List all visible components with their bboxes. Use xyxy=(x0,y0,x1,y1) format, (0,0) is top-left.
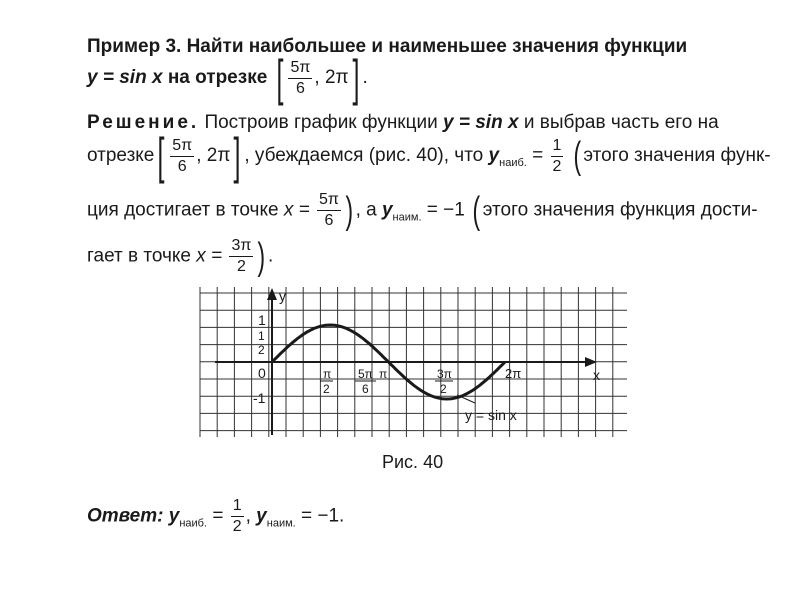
example-on-segment: на отрезке xyxy=(167,67,268,89)
y-half-den: 2 xyxy=(258,343,265,357)
example-line-2: y = sin x на отрезке [ $\frac{5\pi}{6}$ , 2π] . xyxy=(87,50,368,106)
solution-text8: гает в точке xyxy=(87,245,191,267)
solution-otrezke: отрезке xyxy=(87,145,155,167)
x-2pi-label: 2π xyxy=(505,366,522,381)
max-frac: $\frac{1}{2}$ xyxy=(552,136,562,175)
figure-caption: Рис. 40 xyxy=(382,452,444,472)
solution-text4: этого значения функ- xyxy=(583,145,771,167)
solution-text2: и выбрав часть его на xyxy=(523,112,719,133)
solution-func: y = sin x xyxy=(443,112,519,133)
example-func: y = sin x xyxy=(87,67,163,89)
solution-label: Решение. xyxy=(87,112,200,133)
x-3pi2-num: 3π xyxy=(437,367,452,381)
x-axis-label: x xyxy=(593,367,600,383)
x-pi2-den: 2 xyxy=(323,382,330,396)
y-tick-neg1: -1 xyxy=(253,390,266,406)
answer-line: Ответ: $y_{наиб.}$ = $\frac{1}{2}$ , $y_{наим.} = -1$. xyxy=(87,497,345,535)
x-3pi2-den: 2 xyxy=(440,382,447,396)
answer-frac: $\frac{1}{2}$ xyxy=(232,497,242,535)
bracket-right: ] xyxy=(352,50,360,106)
point2-frac: $\frac{3\pi}{2}$ xyxy=(231,237,252,275)
curve-label: y = sin x xyxy=(465,407,517,423)
solution-line-4: гает в точке x = $\frac{3\pi}{2}$ ) . xyxy=(87,235,274,278)
answer-label: Ответ: xyxy=(87,505,164,527)
y-half-num: 1 xyxy=(258,329,265,343)
x-pi2-num: π xyxy=(323,367,332,381)
origin-label: 0 xyxy=(258,365,266,381)
solution-line-3: ция достигает в точке x = $\frac{5\pi}{6}$ ) , а $y_{наим.} = -1$ ( этого значения функция дости- xyxy=(87,189,758,232)
x-pi-label: π xyxy=(379,367,388,381)
example-label: Пример 3. xyxy=(87,36,182,57)
example-seg-end: , 2π xyxy=(314,67,349,89)
sine-graph xyxy=(195,285,630,440)
solution-text1: Построив график функции xyxy=(204,112,438,133)
point1-frac: $\frac{5\pi}{6}$ xyxy=(318,191,339,229)
example-text: Найти наибольшее и наименьшее значения функции xyxy=(186,36,688,57)
solution-line-1 xyxy=(87,112,719,134)
solution-line-2: отрезке[ $\frac{5\pi}{6}$ , 2π] , убеждаемся (рис. 40), что $y_{наиб.}$ = $\frac{1}{2}$ ( этого значения функ- xyxy=(87,128,771,184)
x-5pi6-den: 6 xyxy=(362,382,369,396)
example-seg-frac: $\frac{5\pi}{6}$ xyxy=(290,58,311,97)
solution-text5: ция достигает в точке xyxy=(87,199,279,221)
example-line-1 xyxy=(87,36,687,58)
x-5pi6-num: 5π xyxy=(358,367,373,381)
solution-seg-frac: $\frac{5\pi}{6}$ xyxy=(172,136,193,175)
y-axis-label: y xyxy=(279,288,286,304)
y-tick-1: 1 xyxy=(258,312,266,328)
solution-text3: , убеждаемся (рис. 40), что xyxy=(244,145,484,167)
solution-text7: этого значения функция дости- xyxy=(482,199,758,221)
bracket-left: [ xyxy=(276,50,283,106)
